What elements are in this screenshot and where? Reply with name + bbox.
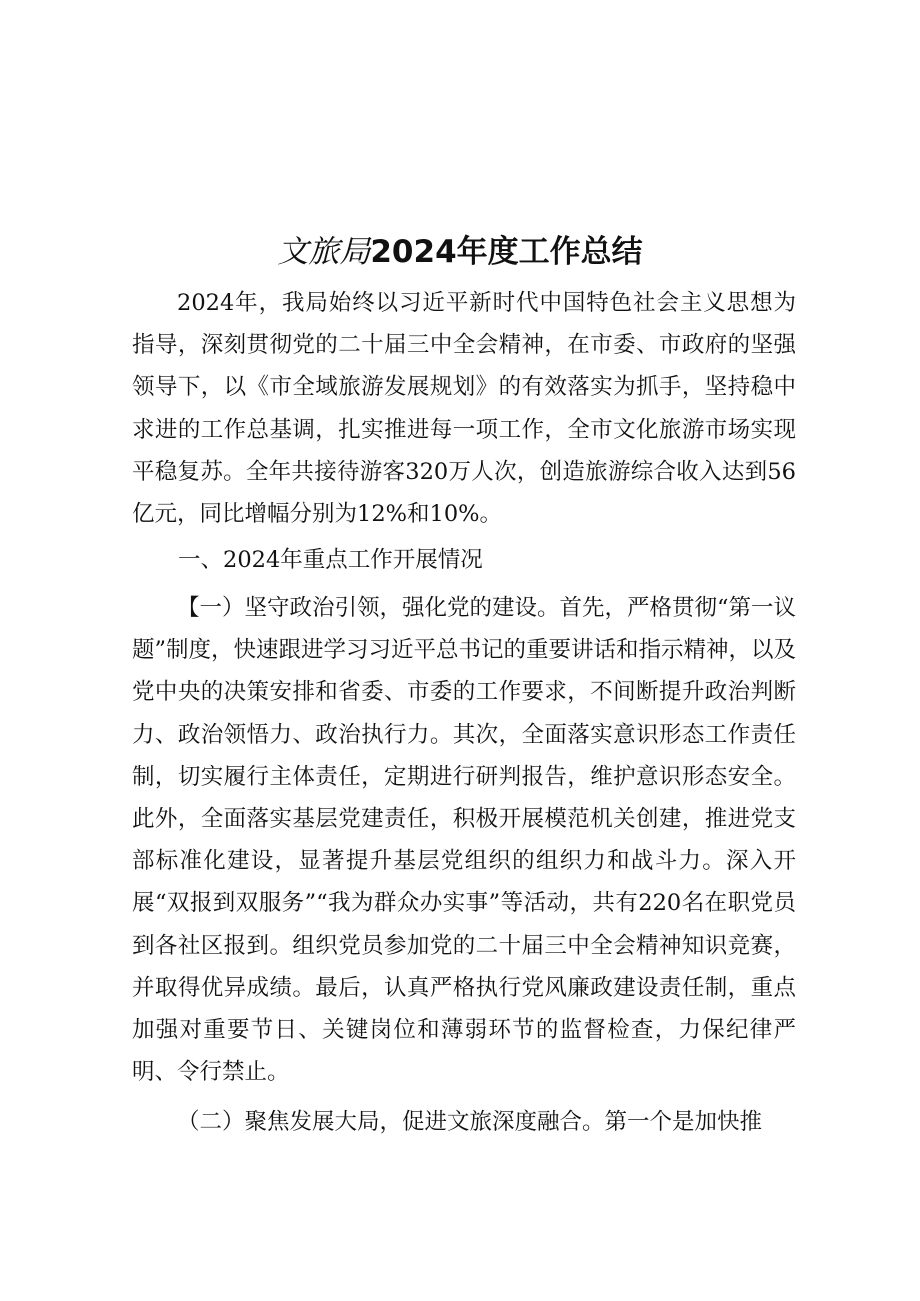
title-organization: 文旅局 — [277, 234, 371, 270]
title-subject: 2024年度工作总结 — [370, 234, 643, 270]
section-heading: 一、2024年重点工作开展情况 — [178, 547, 483, 573]
item-two-paragraph: （二）聚焦发展大局，促进文旅深度融合。第一个是加快推 — [177, 1109, 763, 1135]
document-title — [0, 226, 920, 271]
intro-paragraph: 2024年，我局始终以习近平新时代中国特色社会主义思想为指导，深刻贯彻党的二十届三中全会精神，在市委、市政府的坚强领导下，以《市全域旅游发展规划》的有效落实为抓手，坚持稳中求进的工作总基调，扎实推进每一项工作，全市文化旅游市场实现平稳复苏。全年共接待游客320万人次，创造旅游综合收入达到56亿元，同比增幅分别为12%和10%。 — [132, 290, 796, 528]
item-one-paragraph: 【一）坚守政治引领，强化党的建设。首先，严格贯彻“第一议题”制度，快速跟进学习习近平总书记的重要讲话和指示精神，以及党中央的决策安排和省委、市委的工作要求，不间断提升政治判断力、政治领悟力、政治执行力。其次，全面落实意识形态工作责任制，切实履行主体责任，定期进行研判报告，维护意识形态安全。此外，全面落实基层党建责任，积极开展模范机关创建，推进党支部标准化建设，显著提升基层党组织的组织力和战斗力。深入开展“双报到双服务”“我为群众办实事”等活动，共有220名在职党员到各社区报到。组织党员参加党的二十届三中全会精神知识竞赛，并取得优异成绩。最后，认真严格执行党风廉政建设责任制，重点加强对重要节日、关键岗位和薄弱环节的监督检查，力保纪律严明、令行禁止。 — [132, 595, 797, 1086]
